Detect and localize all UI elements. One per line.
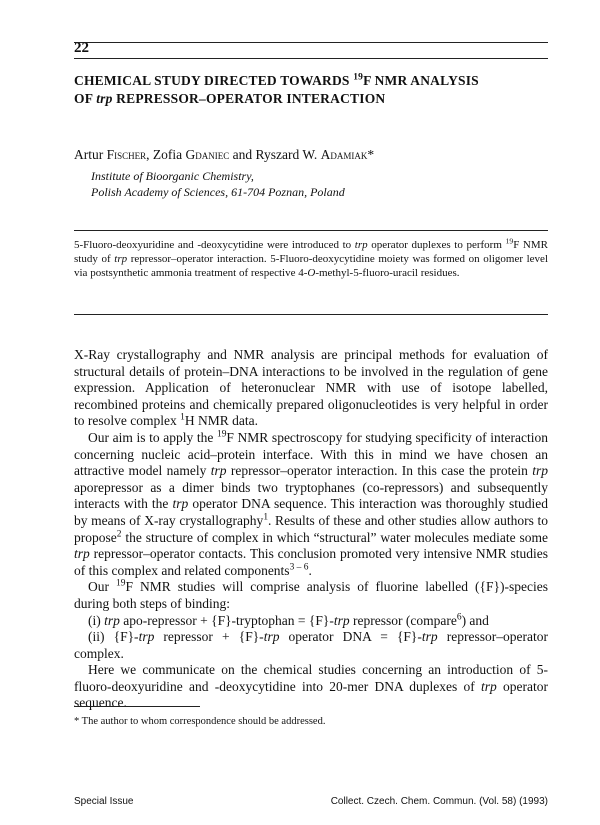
page-number: 22	[74, 40, 89, 56]
abstract-bottom-rule	[74, 314, 548, 315]
footer-right: Collect. Czech. Chem. Commun. (Vol. 58) (1993)	[330, 796, 548, 807]
affiliation: Institute of Bioorganic Chemistry, Polish Academy of Sciences, 61-704 Poznan, Poland	[91, 169, 345, 199]
header-rule	[74, 58, 548, 59]
paragraph: Our aim is to apply the $^{19}$F NMR spectroscopy for studying specificity of interaction concerning nucleic acid–protein interface. With this in mind we have chosen an attractive model namely trp repressor–operator interaction. In this case the protein trp aporepressor as a dimer binds two tryptophanes (co-repressors) and subsequently interacts with the trp operator DNA sequence. This interaction was thoroughly studied by means of X-ray crystallography$^1$. Results of these and other studies allow authors to propose$^2$ the structure of complex in which “structural” water molecules mediate some trp repressor–operator contacts. This conclusion promoted very intensive NMR studies of this complex and related components$^{3 - 6}$.	[74, 429, 548, 578]
abstract-top-rule	[74, 230, 548, 231]
article-body	[74, 347, 548, 712]
top-rule	[74, 42, 548, 43]
abstract: 5-Fluoro-deoxyuridine and -deoxycytidine were introduced to trp operator duplexes to perform $^{19}$F NMR study of trp repressor–operator interaction. 5-Fluoro-deoxycytidine moiety was formed on oligomer level via postsynthetic ammonia treatment of respective 4-O-methyl-5-fluoro-uracil residues.	[74, 236, 548, 279]
footnote-rule	[74, 706, 200, 707]
paragraph: Our $^{19}$F NMR studies will comprise analysis of fluorine labelled ({F})-species during both steps of binding:	[74, 578, 548, 611]
author-list: Artur Fischer, Zofia Gdaniec and Ryszard W. Adamiak*	[74, 147, 375, 162]
paragraph: X-Ray crystallography and NMR analysis are principal methods for evaluation of structural details of protein–DNA interactions to be involved in the regulation of gene expression. Application of heteronuclear NMR with use of isotope labelled, recombined proteins and chemically prepared oligonucleotides is very helpful in order to resolve complex $^1$H NMR data.	[74, 347, 548, 429]
paragraph: Here we communicate on the chemical studies concerning an introduction of 5-fluoro-deoxyuridine and -deoxycytidine into 20-mer DNA duplexes of trp operator sequence.	[74, 662, 549, 711]
list-item: (ii) {F}-trp repressor + {F}-trp operator DNA = {F}-trp repressor–operator complex.	[74, 629, 548, 661]
list-item: (i) trp apo-repressor + {F}-tryptophan = {F}-trp repressor (compare$^6$) and	[88, 612, 489, 628]
page-footer	[74, 796, 548, 807]
footer-left: Special Issue	[74, 796, 134, 807]
article-title: CHEMICAL STUDY DIRECTED TOWARDS $^{19}$F NMR ANALYSIS OF trp REPRESSOR–OPERATOR INTERACTION	[74, 72, 479, 106]
footnote: * The author to whom correspondence should be addressed.	[74, 716, 326, 727]
